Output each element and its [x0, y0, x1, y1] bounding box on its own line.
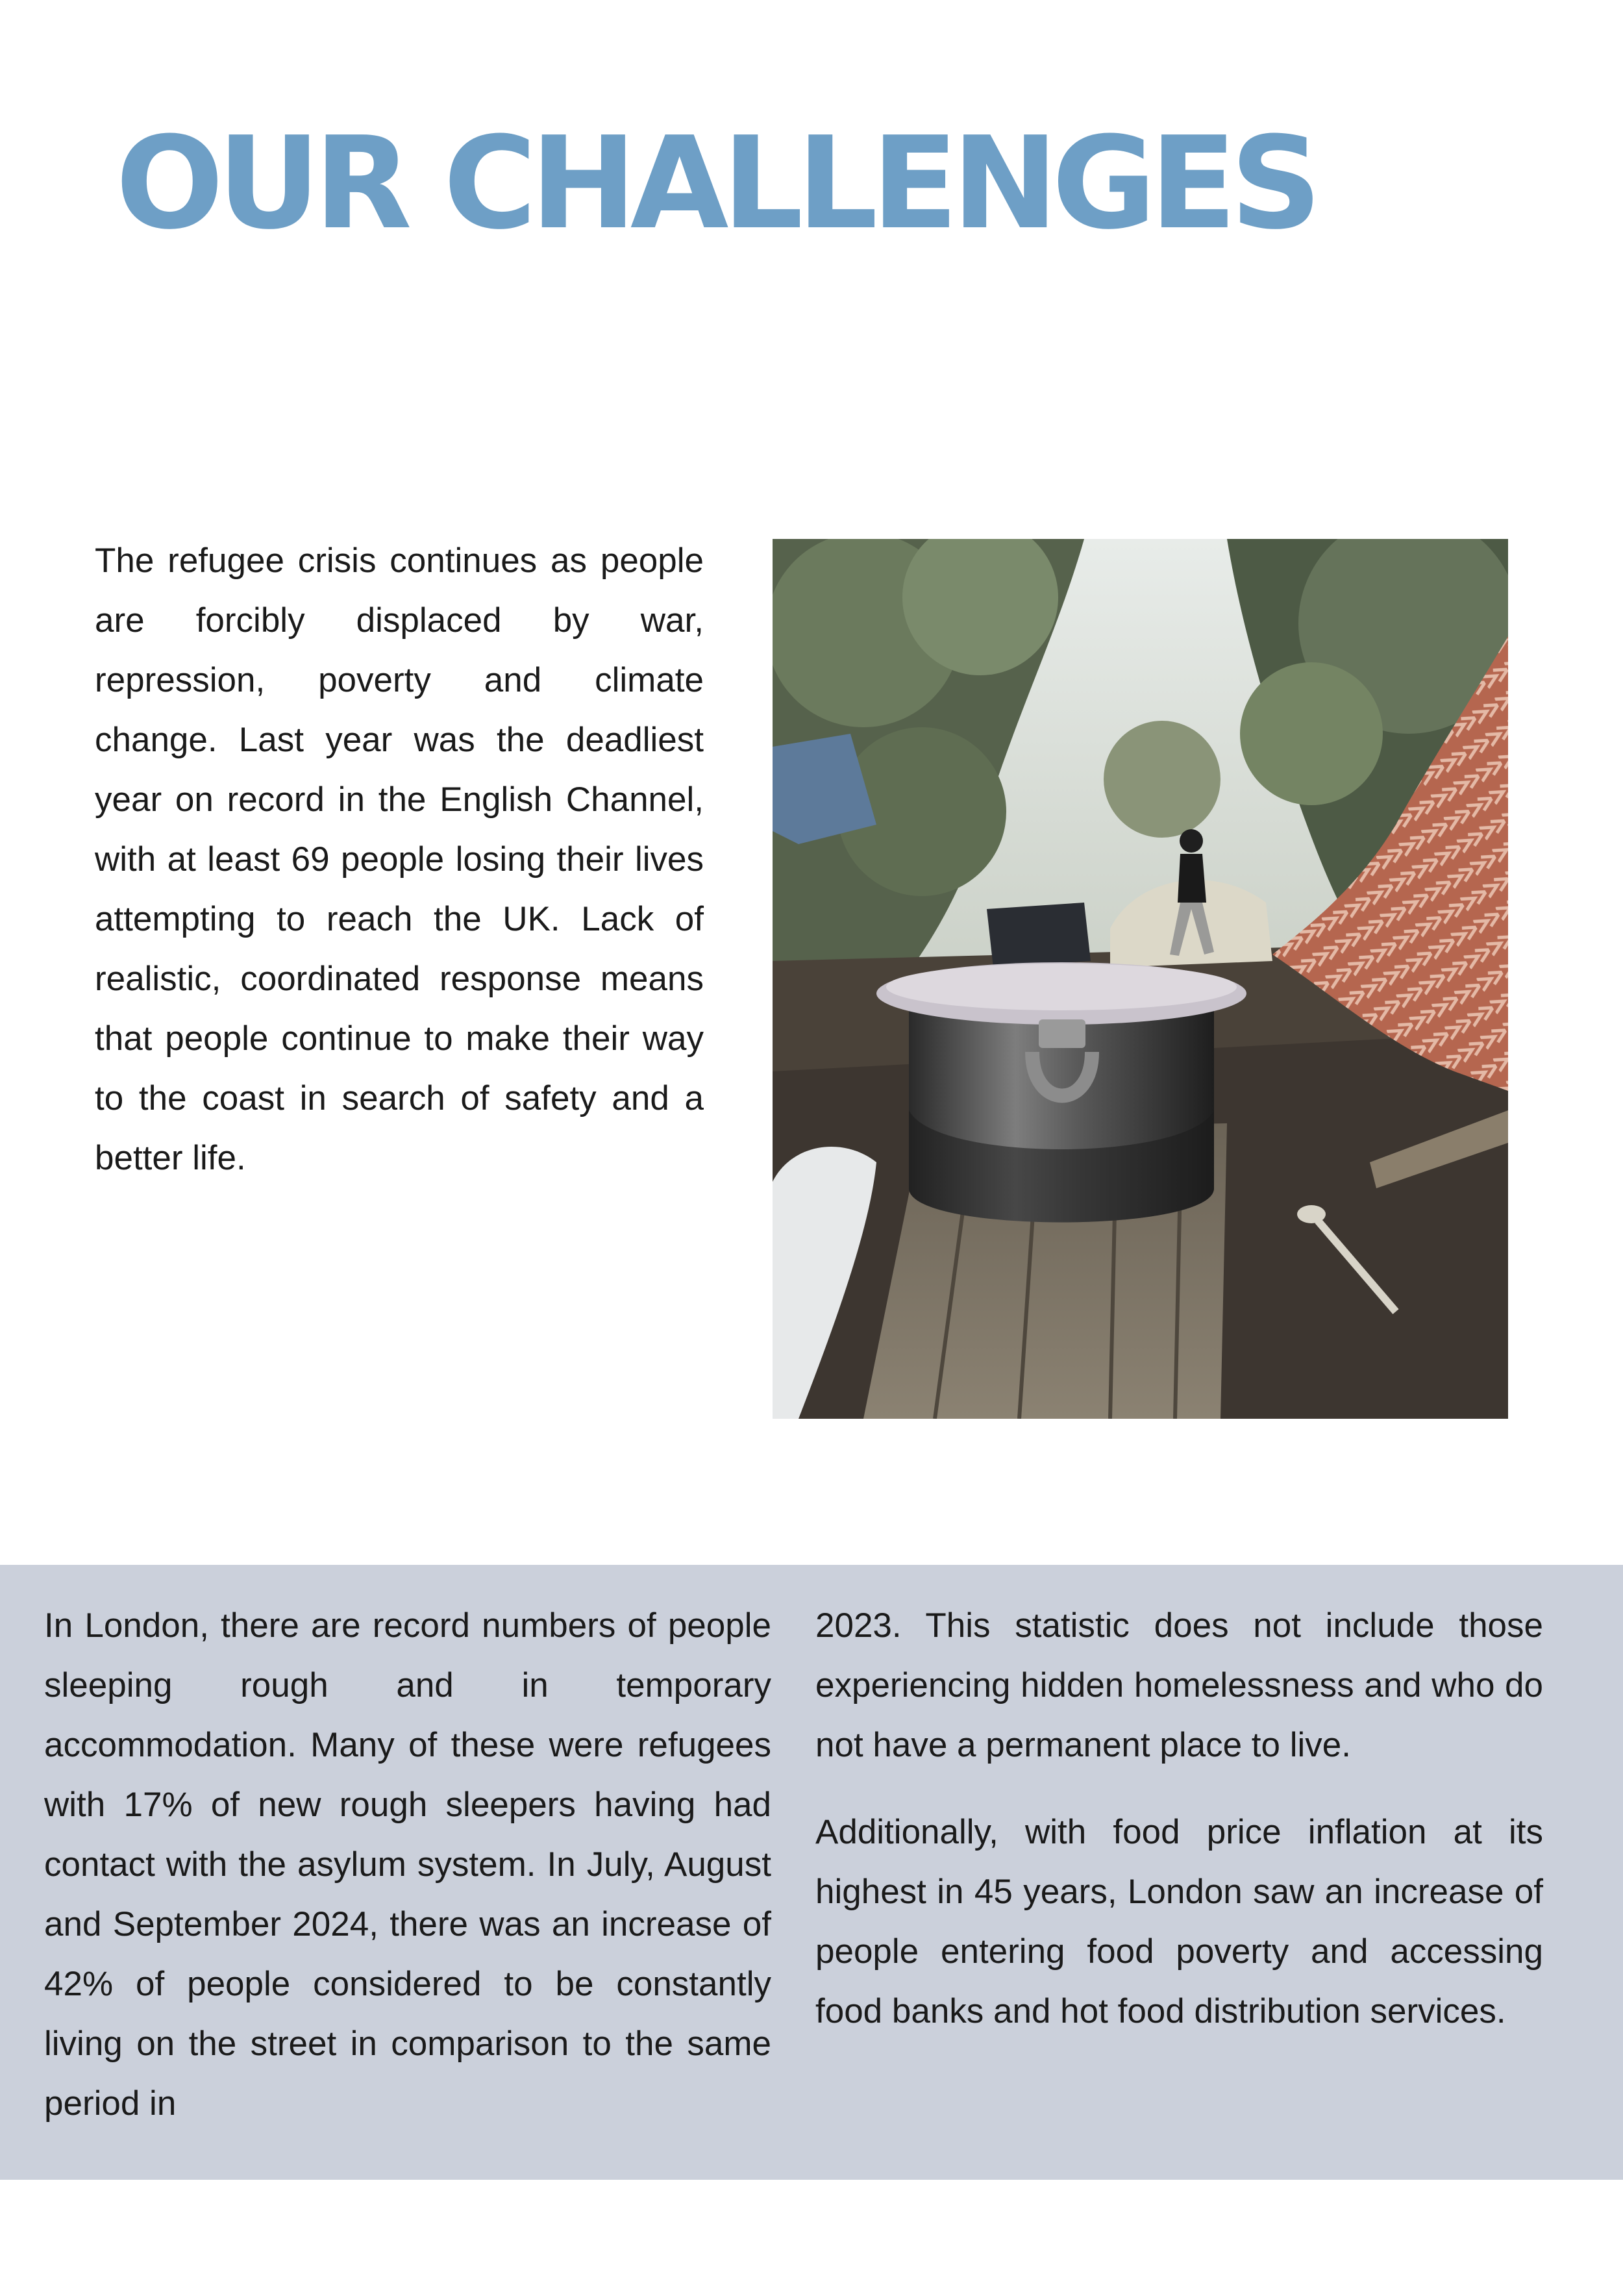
london-right-column-paragraph-1: 2023. This statistic does not include those experiencing hidden homelessness and who do not have a permanent place to live.	[815, 1606, 1543, 1764]
intro-paragraph: The refugee crisis continues as people are forcibly displaced by war, repression, poverty and climate change. Last year was the deadliest year on record in the English Channel, with at least 69 people losing their lives attempting to reach the UK. Lack of realistic, coordinated response means that people continue to make their way to the coast in search of safety and a better life.	[95, 542, 704, 1177]
camp-photo	[773, 539, 1508, 1419]
london-left-column: In London, there are record numbers of people sleeping rough and in temporary accommodation. Many of these were refugees with 17% of new rough sleepers having had contact with the asylum system. In July, August and September 2024, there was an increase of 42% of people considered to be constantly living on the street in comparison to the same period in	[44, 1606, 771, 2123]
page-title: OUR CHALLENGES	[116, 110, 1316, 258]
london-right-column-paragraph-2: Additionally, with food price inflation at its highest in 45 years, London saw an increase of people entering food poverty and accessing food banks and hot food distribution services.	[815, 1813, 1543, 2030]
